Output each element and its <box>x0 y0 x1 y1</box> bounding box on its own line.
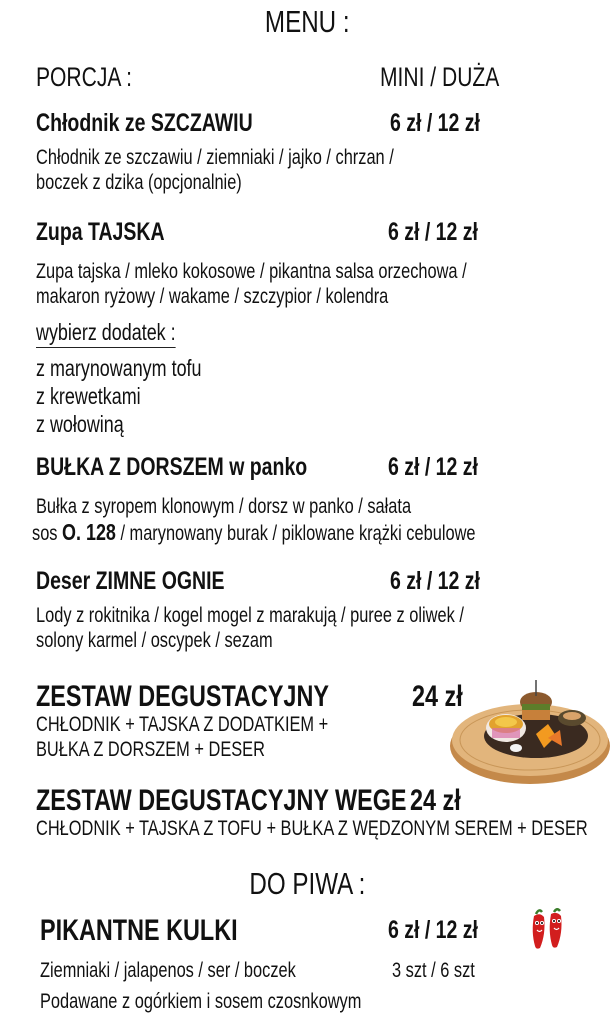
chili-pepper-icon <box>526 906 570 952</box>
set-name-degustacyjny-wege: ZESTAW DEGUSTACYJNY WEGE <box>36 784 407 817</box>
item-price-chlodnik: 6 zł / 12 zł <box>390 109 480 137</box>
item-name-zupa-tajska: Zupa TAJSKA <box>36 218 165 246</box>
set-price-degustacyjny: 24 zł <box>412 680 463 713</box>
item-name-chlodnik: Chłodnik ze SZCZAWIU <box>36 109 253 137</box>
set-price-degustacyjny-wege: 24 zł <box>410 784 461 817</box>
item-name-bulka: BUŁKA Z DORSZEM w panko <box>36 453 308 481</box>
item-note-pikantne-kulki: Podawane z ogórkiem i sosem czosnkowym <box>40 990 362 1013</box>
extras-label: wybierz dodatek : <box>36 318 215 348</box>
item-name-deser: Deser ZIMNE OGNIE <box>36 567 225 595</box>
food-plate-image <box>444 676 612 788</box>
item-desc-pikantne-kulki: Ziemniaki / jalapenos / ser / boczek <box>40 959 296 982</box>
set-desc-degustacyjny-2: BUŁKA Z DORSZEM + DESER <box>36 738 265 761</box>
item-price-deser: 6 zł / 12 zł <box>390 567 480 595</box>
item-count-pikantne-kulki: 3 szt / 6 szt <box>392 959 475 982</box>
set-desc-degustacyjny-1: CHŁODNIK + TAJSKA Z DODATKIEM + <box>36 713 329 736</box>
set-name-degustacyjny: ZESTAW DEGUSTACYJNY <box>36 680 329 713</box>
item-desc-deser-2: solony karmel / oscypek / sezam <box>36 629 273 652</box>
item-desc-deser-1: Lody z rokitnika / kogel mogel z marakują / puree z oliwek / <box>36 604 464 627</box>
extra-option-wolowina: z wołowiną <box>36 411 124 437</box>
item-price-pikantne-kulki: 6 zł / 12 zł <box>388 916 478 944</box>
item-price-bulka: 6 zł / 12 zł <box>388 453 478 481</box>
item-desc-zupa-1: Zupa tajska / mleko kokosowe / pikantna salsa orzechowa / <box>36 260 467 283</box>
extra-option-tofu: z marynowanym tofu <box>36 355 202 381</box>
item-price-zupa-tajska: 6 zł / 12 zł <box>388 218 478 246</box>
item-name-pikantne-kulki: PIKANTNE KULKI <box>40 914 238 947</box>
item-desc-zupa-2: makaron ryżowy / wakame / szczypior / kolendra <box>36 285 389 308</box>
section-title-do-piwa: DO PIWA : <box>248 866 365 901</box>
item-desc-chlodnik-2: boczek z dzika (opcjonalnie) <box>36 171 242 194</box>
sizes-label: MINI / DUŻA <box>380 62 500 92</box>
page-title: MENU : <box>264 4 350 39</box>
item-desc-chlodnik-1: Chłodnik ze szczawiu / ziemniaki / jajko / chrzan / <box>36 146 394 169</box>
set-desc-degustacyjny-wege: CHŁODNIK + TAJSKA Z TOFU + BUŁKA Z WĘDZONYM SEREM + DESER <box>36 817 588 840</box>
item-desc-bulka-2: sos O. 128 / marynowany burak / piklowane krążki cebulowe <box>32 519 476 545</box>
item-desc-bulka-1: Bułka z syropem klonowym / dorsz w panko / sałata <box>36 495 412 518</box>
portion-label: PORCJA : <box>36 62 132 92</box>
extra-option-krewetki: z krewetkami <box>36 383 141 409</box>
